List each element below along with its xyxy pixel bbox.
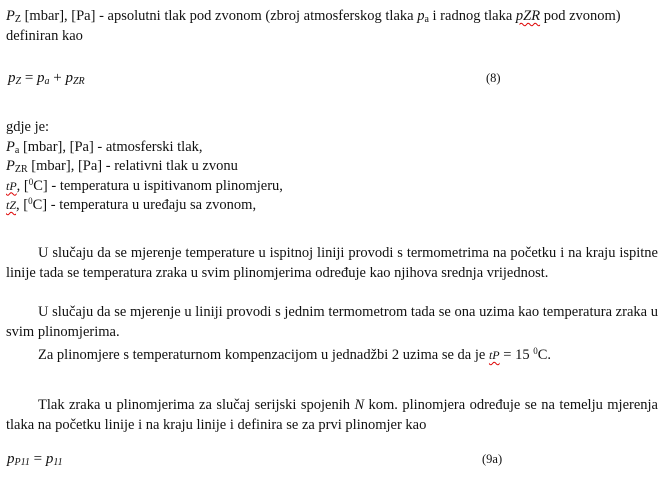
equation-number: (9a) [482,452,503,466]
symbol-misspelled: pZR [515,8,541,24]
text-fragment: C] - temperatura u ispitivanom plinomjeru, [33,177,283,194]
paragraph [6,346,658,366]
paragraph: U slučaju da se mjerenje temperature u ispitnoj liniji provodi s termometrima na početku i na kraju ispitne linije tada se temperatura zraka u svim plinomjerima određuje kao njihova srednja vrijednost. [6,245,658,281]
text-fragment: a [44,76,50,87]
text-fragment: ZR [73,76,85,87]
text-fragment: , [ [16,177,29,194]
text-fragment: tP [6,178,17,193]
text-fragment: N [354,397,365,413]
text-fragment: = [29,451,46,467]
text: pod zvonom) definiran kao [6,8,621,44]
text-fragment: P [6,138,15,155]
text: [mbar], [Pa] - apsolutni tlak pod zvonom (zbroj atmosferskog tlaka [20,8,418,24]
subscript: a [424,14,429,25]
text-fragment: Tlak zraka u plinomjerima za slučaj serijski spojenih [38,397,355,413]
text-fragment: + [49,70,66,86]
where-label: gdje je: [6,119,50,135]
text-fragment: p [8,70,16,86]
definition-item [6,138,658,158]
text-fragment: a [14,144,20,156]
text-fragment: p [7,451,15,467]
text-fragment: 0 [533,346,538,356]
text-fragment: C] - temperatura u uređaju sa zvonom, [32,197,257,213]
text-fragment: = 15 [499,347,534,363]
text-fragment: 11 [53,457,63,468]
text-fragment: tP [488,348,500,362]
text-fragment: P11 [14,457,30,468]
text-fragment: 0 [28,176,34,187]
text-fragment: [mbar], [Pa] - relativni tlak u zvonu [27,158,238,174]
equation-number: (8) [486,71,501,85]
intro-paragraph [6,7,658,46]
text-fragment: [mbar], [Pa] - atmosferski tlak, [19,138,203,155]
definitions [6,118,658,216]
definition-item [6,177,658,197]
equation-8 [8,70,85,87]
text-fragment: Z [15,76,22,87]
symbol: P [6,8,15,24]
text-fragment: P [6,158,15,174]
subscript: Z [14,14,21,25]
paragraph: U slučaju da se mjerenje u liniji provodi s jednim termometrom tada se ona uzima kao temperatura zraka u svim plinomjerima. [6,304,658,340]
paragraph [6,396,658,435]
text-fragment: ZR [14,164,28,175]
definition-item [6,157,658,177]
text-fragment: = [21,70,38,86]
text-fragment: p [37,70,45,86]
text-fragment: C. [537,347,551,363]
text-fragment: kom. plinomjera određuje se na temelju mjerenja tlaka na početku linije i na kraju linije i definira se za prvi plinomjer kao [6,397,658,433]
equation-9a [7,451,63,468]
text-fragment: 0 [28,196,33,206]
text: i radnog tlaka [428,8,516,24]
text-fragment: , [ [16,197,29,213]
text-fragment: tZ [6,198,17,212]
symbol: p [417,8,425,24]
text-fragment: p [65,70,73,86]
text-fragment: Za plinomjere s temperaturnom kompenzacijom u jednadžbi 2 uzima se da je [38,347,489,363]
text-fragment: p [45,451,54,467]
definition-item [6,196,658,216]
